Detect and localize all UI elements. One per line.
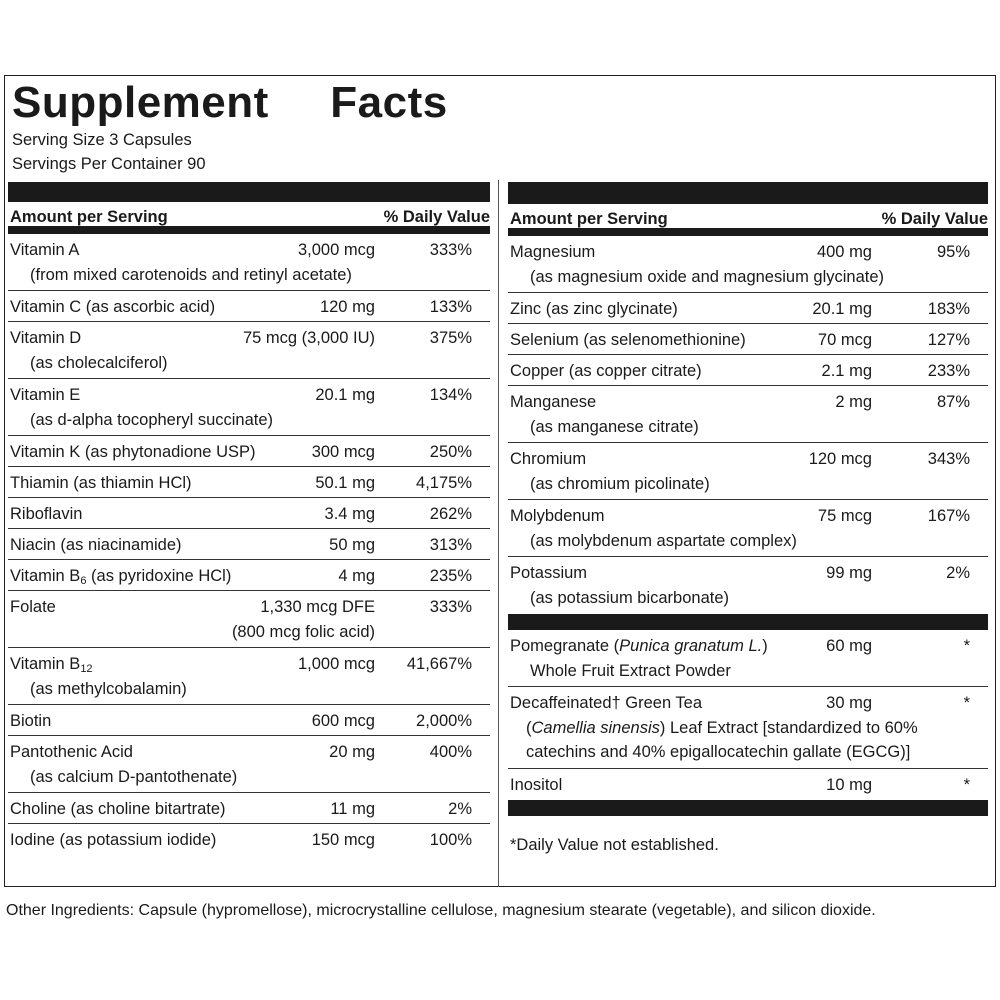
right-column: [508, 182, 988, 816]
nutrient-amount: 60 mg: [826, 637, 872, 655]
nutrient-source: (Camellia sinensis) Leaf Extract [standardized to 60%: [526, 719, 918, 737]
nutrient-amount: 10 mg: [826, 776, 872, 794]
nutrient-amount: 99 mg: [826, 564, 872, 582]
nutrient-amount: 3,000 mcg: [297, 241, 375, 259]
nutrient-amount: 600 mcg: [311, 712, 375, 730]
nutrient-daily-value: 133%: [429, 298, 472, 316]
nutrient-daily-value: 375%: [429, 329, 472, 347]
nutrient-name: Zinc (as zinc glycinate): [510, 300, 678, 318]
serving-size: Serving Size 3 Capsules: [12, 131, 192, 149]
nutrient-daily-value: 333%: [429, 241, 472, 259]
nutrient-amount: 120 mcg: [808, 450, 872, 468]
nutrient-row: [508, 324, 988, 355]
nutrient-row: [508, 293, 988, 324]
nutrient-daily-value: 127%: [927, 331, 970, 349]
nutrient-daily-value: 87%: [936, 393, 970, 411]
nutrient-source: (as calcium D-pantothenate): [30, 768, 238, 786]
nutrient-row: [8, 529, 490, 560]
nutrient-daily-value: 2,000%: [416, 712, 472, 730]
nutrient-source: (as molybdenum aspartate complex): [530, 532, 797, 550]
nutrient-name: Biotin: [10, 712, 52, 730]
nutrient-name: Vitamin $B_{12}$: [10, 655, 93, 675]
nutrient-row: [8, 648, 490, 705]
nutrient-name: Vitamin $B_6$ (as pyridoxine HCl): [10, 567, 232, 587]
nutrient-amount: 75 mcg (3,000 IU): [242, 329, 375, 347]
nutrient-daily-value: 2%: [448, 800, 472, 818]
nutrient-name: Chromium: [510, 450, 587, 468]
nutrient-amount-detail: (800 mcg folic acid): [231, 623, 375, 641]
nutrient-amount: 2.1 mg: [821, 362, 872, 380]
nutrient-amount: 1,330 mcg DFE: [260, 598, 375, 616]
nutrient-name: Vitamin A: [10, 241, 80, 259]
nutrient-amount: 70 mcg: [817, 331, 872, 349]
nutrient-daily-value: 167%: [927, 507, 970, 525]
nutrient-source: catechins and 40% epigallocatechin gallate (EGCG)]: [526, 743, 911, 761]
nutrient-daily-value: 235%: [429, 567, 472, 585]
column-divider: [498, 180, 499, 887]
nutrient-daily-value: 41,667%: [406, 655, 472, 673]
section-bar: [508, 800, 988, 816]
daily-value-note: *Daily Value not established.: [510, 836, 719, 854]
nutrient-daily-value: 183%: [927, 300, 970, 318]
nutrient-amount: 30 mg: [826, 694, 872, 712]
nutrient-amount: 300 mcg: [311, 443, 375, 461]
nutrient-daily-value: 95%: [936, 243, 970, 261]
nutrient-name: Vitamin C (as ascorbic acid): [10, 298, 216, 316]
nutrient-row: [8, 498, 490, 529]
column-header: [8, 202, 490, 234]
nutrient-source: Whole Fruit Extract Powder: [530, 662, 731, 680]
nutrient-source: (as d-alpha tocopheryl succinate): [30, 411, 274, 429]
nutrient-daily-value: 2%: [946, 564, 970, 582]
nutrient-row: [508, 687, 988, 769]
nutrient-amount: 120 mg: [319, 298, 375, 316]
nutrient-row: [8, 467, 490, 498]
nutrient-name: Inositol: [510, 776, 563, 794]
nutrient-name: Folate: [10, 598, 56, 616]
nutrient-daily-value: 400%: [429, 743, 472, 761]
nutrient-amount: 1,000 mcg: [297, 655, 375, 673]
section-bar: [508, 614, 988, 630]
amount-per-serving-label: Amount per Serving: [10, 208, 168, 226]
nutrient-name: Vitamin D: [10, 329, 82, 347]
nutrient-row: [8, 705, 490, 736]
nutrient-source: (from mixed carotenoids and retinyl acetate): [30, 266, 352, 284]
left-nutrient-list: [8, 234, 490, 855]
thick-bar: [8, 182, 490, 202]
nutrient-row: [508, 630, 988, 687]
nutrient-name: Molybdenum: [510, 507, 605, 525]
nutrient-row: [8, 436, 490, 467]
other-ingredient-list: [508, 630, 988, 800]
nutrient-daily-value: 333%: [429, 598, 472, 616]
nutrient-name: Pantothenic Acid: [10, 743, 133, 761]
nutrient-source: (as chromium picolinate): [530, 475, 710, 493]
nutrient-name: Selenium (as selenomethionine): [510, 331, 746, 349]
nutrient-name: Iodine (as potassium iodide): [10, 831, 217, 849]
nutrient-name: Choline (as choline bitartrate): [10, 800, 226, 818]
nutrient-name: Potassium: [510, 564, 588, 582]
nutrient-daily-value: 250%: [429, 443, 472, 461]
nutrient-amount: 150 mcg: [311, 831, 375, 849]
nutrient-daily-value: *: [963, 694, 970, 712]
nutrient-row: [8, 736, 490, 793]
amount-per-serving-label: Amount per Serving: [510, 210, 668, 228]
left-column: [8, 182, 490, 855]
nutrient-row: [508, 500, 988, 557]
nutrient-name: Niacin (as niacinamide): [10, 536, 182, 554]
nutrient-row: [508, 769, 988, 800]
nutrient-daily-value: 100%: [429, 831, 472, 849]
nutrient-row: [8, 379, 490, 436]
nutrient-row: [8, 824, 490, 855]
nutrient-name: Vitamin E: [10, 386, 81, 404]
nutrient-daily-value: 4,175%: [416, 474, 472, 492]
nutrient-daily-value: 262%: [429, 505, 472, 523]
daily-value-label: % Daily Value: [881, 210, 988, 228]
nutrient-row: [8, 560, 490, 591]
nutrient-name: Riboflavin: [10, 505, 83, 523]
nutrient-row: [508, 236, 988, 293]
nutrient-amount: 20 mg: [329, 743, 375, 761]
nutrient-amount: 20.1 mg: [812, 300, 872, 318]
nutrient-row: [508, 443, 988, 500]
thick-bar: [508, 182, 988, 204]
nutrient-name: Manganese: [510, 393, 597, 411]
nutrient-name: Vitamin K (as phytonadione USP): [10, 443, 256, 461]
right-nutrient-list: [508, 236, 988, 614]
other-ingredients: Other Ingredients: Capsule (hypromellose), microcrystalline cellulose, magnesium stearate (vegetable), and silicon dioxide.: [6, 902, 876, 919]
nutrient-source: (as manganese citrate): [530, 418, 699, 436]
nutrient-daily-value: 233%: [927, 362, 970, 380]
nutrient-row: [508, 386, 988, 443]
nutrient-source: (as magnesium oxide and magnesium glycinate): [530, 268, 885, 286]
nutrient-amount: 75 mcg: [817, 507, 872, 525]
nutrient-daily-value: 343%: [927, 450, 970, 468]
nutrient-daily-value: *: [963, 637, 970, 655]
nutrient-row: [8, 322, 490, 379]
nutrient-row: [8, 591, 490, 648]
panel-title: Supplement Facts: [12, 78, 448, 127]
nutrient-row: [8, 291, 490, 322]
nutrient-amount: 50.1 mg: [315, 474, 375, 492]
nutrient-amount: 20.1 mg: [315, 386, 375, 404]
nutrient-row: [8, 793, 490, 824]
nutrient-name: Decaffeinated† Green Tea: [510, 694, 703, 712]
nutrient-amount: 4 mg: [338, 567, 375, 585]
nutrient-name: Copper (as copper citrate): [510, 362, 702, 380]
nutrient-name: Magnesium: [510, 243, 596, 261]
nutrient-amount: 11 mg: [330, 800, 375, 818]
nutrient-name: Thiamin (as thiamin HCl): [10, 474, 192, 492]
daily-value-label: % Daily Value: [383, 208, 490, 226]
nutrient-source: (as cholecalciferol): [30, 354, 168, 372]
nutrient-row: [508, 355, 988, 386]
nutrient-row: [8, 234, 490, 291]
column-header: [508, 204, 988, 236]
nutrient-amount: 50 mg: [329, 536, 375, 554]
nutrient-daily-value: 313%: [429, 536, 472, 554]
nutrient-name: Pomegranate (Punica granatum L.): [510, 637, 768, 655]
nutrient-daily-value: 134%: [429, 386, 472, 404]
nutrient-daily-value: *: [963, 776, 970, 794]
nutrient-source: (as potassium bicarbonate): [530, 589, 730, 607]
nutrient-amount: 3.4 mg: [324, 505, 375, 523]
nutrient-amount: 400 mg: [816, 243, 872, 261]
servings-per-container: Servings Per Container 90: [12, 155, 206, 173]
nutrient-row: [508, 557, 988, 614]
nutrient-source: (as methylcobalamin): [30, 680, 187, 698]
nutrient-amount: 2 mg: [835, 393, 872, 411]
